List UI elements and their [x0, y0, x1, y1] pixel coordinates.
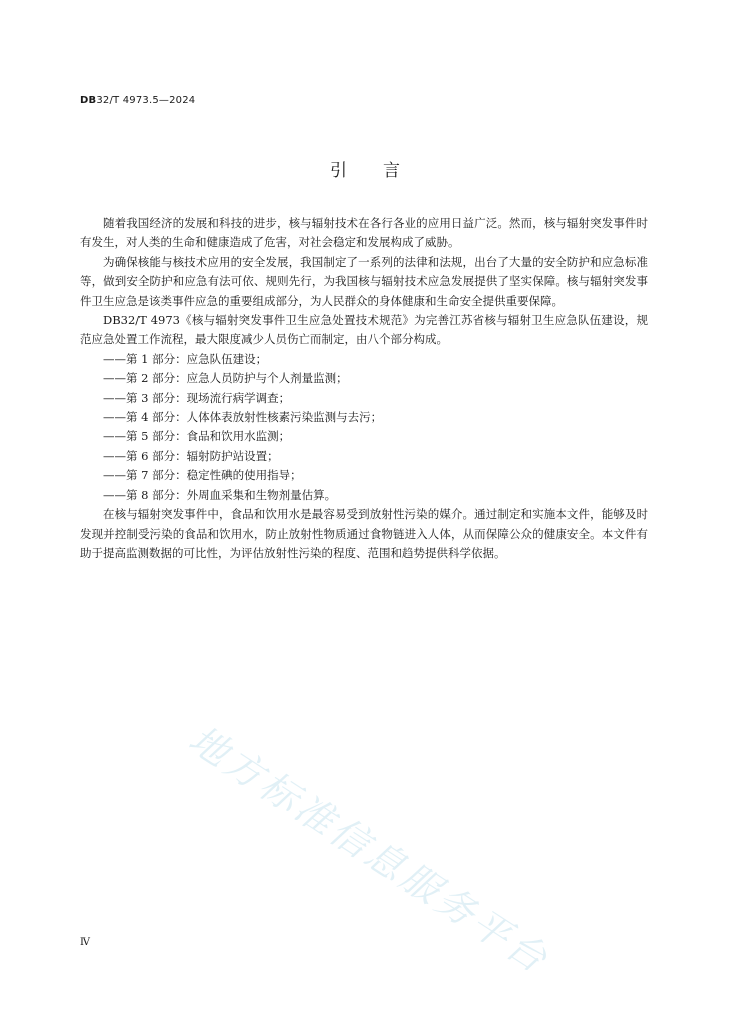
list-item: ——第 5 部分：食品和饮用水监测；: [103, 429, 291, 444]
list-item: ——第 6 部分：辐射防护站设置；: [103, 448, 279, 463]
page-title: 引言: [330, 161, 436, 181]
list-item: ——第 3 部分：现场流行病学调查；: [103, 390, 291, 405]
standard-number: 32/T 4973.5—2024: [96, 95, 196, 106]
page-number: Ⅳ: [80, 937, 90, 948]
watermark: 地方标准信息服务平台: [181, 716, 558, 983]
document-body: [80, 214, 648, 563]
list-item: ——第 8 部分：外周血采集和生物剂量估算。: [103, 487, 337, 502]
parts-list: [80, 350, 648, 505]
paragraph-3: DB32/T 4973《核与辐射突发事件卫生应急处置技术规范》为完善江苏省核与辐射卫生应急队伍建设，规范应急处置工作流程，最大限度减少人员伤亡而制定，由八个部分构成。: [80, 313, 648, 347]
page-header: [80, 95, 195, 106]
list-item: ——第 2 部分：应急人员防护与个人剂量监测；: [103, 371, 348, 386]
list-item: ——第 4 部分：人体体表放射性核素污染监测与去污；: [103, 410, 383, 425]
list-item: ——第 1 部分：应急队伍建设；: [103, 351, 268, 366]
paragraph-2: 为确保核能与核技术应用的安全发展，我国制定了一系列的法律和法规，出台了大量的安全防护和应急标准等，做到安全防护和应急有法可依、规则先行，为我国核与辐射技术应急发展提供了坚实保障。核与辐射突发事件卫生应急是该类事件应急的重要组成部分，为人民群众的身体健康和生命安全提供重要保障。: [80, 254, 648, 308]
list-item: ——第 7 部分：稳定性碘的使用指导；: [103, 468, 302, 483]
paragraph-1: 随着我国经济的发展和科技的进步，核与辐射技术在各行各业的应用日益广泛。然而，核与辐射突发事件时有发生，对人类的生命和健康造成了危害，对社会稳定和发展构成了威胁。: [80, 216, 648, 250]
standard-prefix: DB: [80, 95, 97, 106]
closing-paragraph: 在核与辐射突发事件中，食品和饮用水是最容易受到放射性污染的媒介。通过制定和实施本文件，能够及时发现并控制受污染的食品和饮用水，防止放射性物质通过食物链进入人体，从而保障公众的健康安全。本文件有助于提高监测数据的可比性，为评估放射性污染的程度、范围和趋势提供科学依据。: [80, 507, 648, 560]
